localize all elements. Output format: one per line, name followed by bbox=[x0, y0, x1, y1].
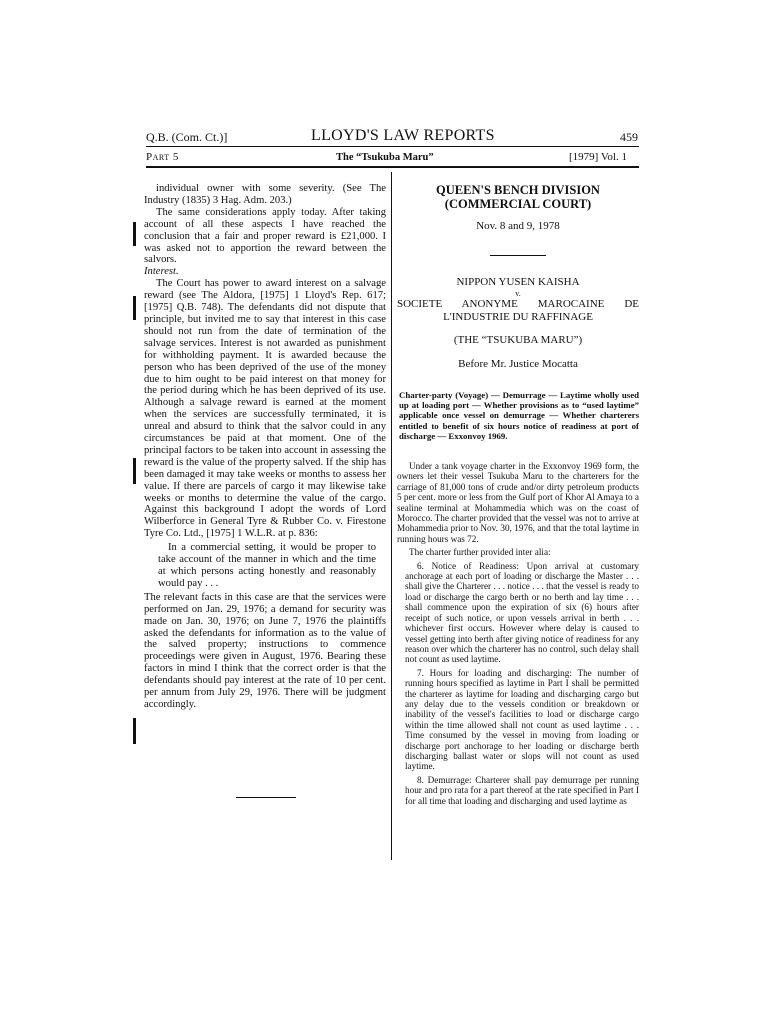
paragraph: The Court has power to award interest on a salvage reward (see The Aldora, [1975] 1 Lloyd's Rep. 617; [1975] Q.B. 748). The defendants did not dispute that principle, but invited me to say that interest in this case should not run from the date of termination of the salvage services. Interest is not awarded as punishment for withholding payment. It is awarded because the person who has been deprived of the use of the money due to him ought to be paid interest on that money for the period during which he has been deprived of its use. Although a salvage reward is earned at the moment when the services are successfully terminated, it is unreal and absurd to think that the salvor could in any circumstances be paid at that moment. One of the principal factors to be taken into account in assessing the reward is the value of the property salved. If the ship has been damaged it may take weeks or months to assess her value. If there are parcels of cargo it may likewise take weeks or months to determine the value of the cargo. Against this background I adopt the words of Lord Wilberforce in General Tyre & Rubber Co. v. Firestone Tyre Co. Ltd., [1975] 1 W.L.R. at p. 836: bbox=[144, 278, 386, 540]
page-number: 459 bbox=[620, 130, 638, 144]
running-head-court: Q.B. (Com. Ct.)] bbox=[146, 130, 228, 144]
headnote bbox=[399, 390, 639, 441]
margin-bar bbox=[133, 718, 136, 744]
paragraph: individual owner with some severity. (See The Industry (1835) 3 Hag. Adm. 203.) bbox=[144, 183, 386, 206]
court-name bbox=[397, 183, 639, 211]
part-label: Part 5 bbox=[146, 151, 179, 163]
court-line: QUEEN'S BENCH DIVISION bbox=[436, 183, 600, 197]
separator-rule bbox=[490, 255, 546, 256]
party-line: L'INDUSTRIE DU RAFFINAGE bbox=[443, 311, 593, 323]
case-short-title: The “Tsukuba Maru” bbox=[336, 152, 434, 163]
party-defendant bbox=[397, 298, 639, 324]
ship-name: (THE “TSUKUBA MARU”) bbox=[453, 334, 583, 346]
charter-clause: 8. Demurrage: Charterer shall pay demurrage per running hour and pro rata for a part thereof at the rate specified in Part I for all time that loading and discharging and used laytime as bbox=[405, 774, 639, 806]
court-line: (COMMERCIAL COURT) bbox=[444, 197, 592, 211]
charter-clause: 7. Hours for loading and discharging: The number of running hours specified as laytime in Part I shall be permitted the charterer as laytime for loading and discharging cargo but any delay due to the vessels condition or breakdown or inability of the vessel's facilities to load or discharge cargo within the time allowed shall not count as used laytime . . . Time consumed by the vessel in moving from loading or discharge port anchorage to her loading or discharge berth discharging ballast water or slops will not count as used laytime. bbox=[405, 667, 639, 772]
charter-clause: 6. Notice of Readiness: Upon arrival at customary anchorage at each port of loading or discharge the Master . . . shall give the Charterer . . . notice . . . that the vessel is ready to load or discharge the cargo berth or no berth and lay time . . . shall commence upon the expiration of six (6) hours after receipt of such notice, or upon vessels arrival in berth . . . whichever first occurs. However where delay is caused to vessel getting into berth after giving notice of readiness for any reason over which the charterer has no control, such delay shall not count as used laytime. bbox=[405, 560, 639, 665]
party-line: SOCIETE ANONYME MAROCAINE DE bbox=[397, 298, 639, 310]
left-column bbox=[144, 183, 386, 711]
margin-bar bbox=[133, 458, 136, 484]
volume-label: [1979] Vol. 1 bbox=[569, 151, 627, 163]
header-rule-bottom bbox=[146, 166, 639, 168]
versus: v. bbox=[515, 289, 521, 298]
paragraph: The same considerations apply today. After taking account of all these aspects I have reached the conclusion that a fair and proper reward is £21,000. I was asked not to apportion the reward between the salvors. bbox=[144, 206, 386, 266]
section-heading: Interest. bbox=[144, 266, 179, 278]
judge: Before Mr. Justice Mocatta bbox=[458, 358, 578, 370]
paragraph: The charter further provided inter alia: bbox=[409, 547, 551, 558]
column-divider bbox=[391, 172, 392, 860]
end-rule bbox=[236, 797, 296, 798]
facts bbox=[397, 461, 639, 806]
margin-bar bbox=[133, 296, 136, 320]
paragraph: The relevant facts in this case are that the services were performed on Jan. 29, 1976; a demand for security was made on Jan. 30, 1976; on June 7, 1976 the plaintiffs asked the defendants for information as to the value of the salved property; instructions to commence proceedings were given in August, 1976. Bearing these factors in mind I think that the correct order is that the defendants should pay interest at the rate of 10 per cent. per annum from July 29, 1976. There will be judgment accordingly. bbox=[144, 591, 386, 710]
paragraph: Under a tank voyage charter in the Exxonvoy 1969 form, the owners let their vessel Tsukuba Maru to the charterers for the carriage of 81,000 tons of crude and/or dirty petroleum products 5 per cent. more or less from the Gulf port of Khor Al Amaya to a sealine terminal at Mohammedia which was on the coast of Morocco. The charter provided that the vessel was not to arrive at Mohammedia prior to Nov. 30, 1976, and that the total laytime in running hours was 72. bbox=[397, 461, 639, 544]
margin-bar bbox=[133, 222, 136, 246]
party-plaintiff: NIPPON YUSEN KAISHA bbox=[456, 276, 580, 288]
block-quote: In a commercial setting, it would be proper to take account of the manner in which and the time at which persons acting honestly and reasonably would pay . . . bbox=[158, 542, 376, 589]
hearing-dates: Nov. 8 and 9, 1978 bbox=[476, 220, 560, 232]
headnote-text: Charter-party (Voyage) — Demurrage — Laytime wholly used up at loading port — Whether provisions as to “used laytime” applicable once vessel on demurrage — Whether charterers entitled to benefit of six hours notice of readiness at port of discharge — Exxonvoy 1969. bbox=[399, 390, 639, 441]
header-rule-top bbox=[146, 146, 639, 147]
running-head-title: LLOYD'S LAW REPORTS bbox=[311, 127, 495, 144]
